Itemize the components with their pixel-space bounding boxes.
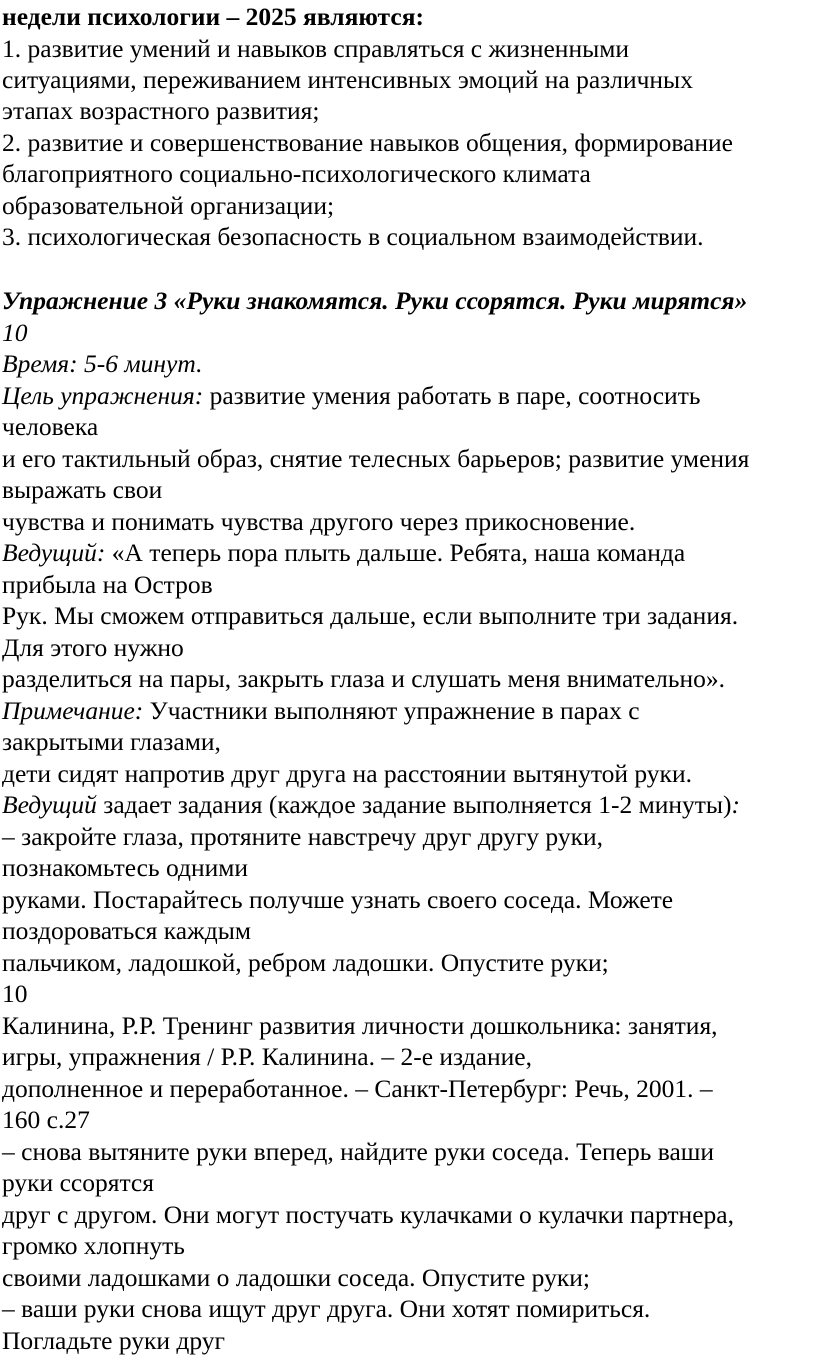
text-line [2, 221, 704, 252]
text-line [2, 1325, 225, 1356]
text-line [2, 978, 28, 1009]
text-segment: разделиться на пары, закрыть глаза и слушать меня внимательно». [2, 664, 726, 693]
text-segment: 3. психологическая безопасность в социальном взаимодействии. [2, 222, 704, 251]
text-segment: задает задания (каждое задание выполняется 1-2 минуты) [96, 790, 732, 819]
text-line [2, 600, 738, 631]
text-segment: Упражнение 3 «Руки знакомятся. Руки ссорятся. Руки мирятся» [2, 286, 748, 315]
text-segment: образовательной организации; [2, 191, 335, 220]
text-line [2, 758, 692, 789]
text-line [2, 915, 251, 946]
text-segment: Время: 5-6 минут. [2, 349, 203, 378]
text-line [2, 1, 424, 32]
text-segment: чувства и понимать чувства другого через прикосновение. [2, 507, 636, 536]
text-line [2, 569, 213, 600]
text-line [2, 1293, 650, 1324]
text-segment: Цель упражнения: [2, 381, 204, 410]
text-segment: прибыла на Остров [2, 570, 213, 599]
text-segment: развитие умения работать в паре, соотносить [203, 381, 701, 410]
text-segment: своими ладошками о ладошки соседа. Опустите руки; [2, 1263, 590, 1292]
text-line [2, 190, 334, 221]
text-line [2, 789, 740, 820]
text-line [2, 632, 184, 663]
text-segment: Участники выполняют упражнение в парах с [143, 696, 640, 725]
text-segment: 2. развитие и совершенствование навыков общения, формирование [2, 128, 733, 157]
text-line [2, 884, 673, 915]
text-line [2, 695, 640, 726]
text-segment: Рук. Мы сможем отправиться дальше, если выполните три задания. [2, 601, 739, 630]
text-line [2, 506, 635, 537]
text-line [2, 348, 202, 379]
text-line [2, 852, 248, 883]
text-line [2, 1136, 714, 1167]
text-segment: игры, упражнения / Р.Р. Калинина. – 2-е издание, [2, 1042, 532, 1071]
text-line [2, 474, 162, 505]
text-segment: : [731, 790, 741, 819]
text-line [2, 380, 700, 411]
text-line [2, 726, 221, 757]
text-segment: руками. Постарайтесь получше узнать своего соседа. Можете [2, 885, 674, 914]
text-segment: благоприятного социально-психологического климата [2, 159, 591, 188]
text-line [2, 1230, 185, 1261]
text-segment: человека [2, 412, 99, 441]
text-line [2, 317, 28, 348]
text-line [2, 947, 609, 978]
text-line [2, 537, 685, 568]
text-segment: и его тактильный образ, снятие телесных барьеров; развитие умения [2, 444, 750, 473]
text-segment: Для этого нужно [2, 633, 184, 662]
text-line [2, 663, 725, 694]
text-segment: Калинина, Р.Р. Тренинг развития личности дошкольника: занятия, [2, 1011, 718, 1040]
text-line [2, 95, 319, 126]
text-segment: Погладьте руки друг [2, 1326, 226, 1355]
text-line [2, 1199, 734, 1230]
text-segment: 10 [2, 318, 28, 347]
text-segment: пальчиком, ладошкой, ребром ладошки. Опустите руки; [2, 948, 609, 977]
text-segment: руки ссорятся [2, 1168, 154, 1197]
text-line [2, 64, 693, 95]
text-segment: Ведущий [2, 790, 97, 819]
text-segment: 1. развитие умений и навыков справляться с жизненными [2, 34, 630, 63]
text-segment: 160 с.27 [2, 1105, 90, 1134]
text-segment: выражать свои [2, 475, 163, 504]
text-segment: громко хлопнуть [2, 1231, 185, 1260]
text-line [2, 1041, 532, 1072]
text-line [2, 821, 603, 852]
text-segment: «А теперь пора плыть дальше. Ребята, наша команда [105, 538, 686, 567]
text-line [2, 1010, 718, 1041]
text-segment: – снова вытяните руки вперед, найдите руки соседа. Теперь ваши [2, 1137, 715, 1166]
text-segment: дополненное и переработанное. – Санкт-Петербург: Речь, 2001. – [2, 1074, 713, 1103]
text-line [2, 285, 747, 316]
text-segment: познакомьтесь одними [2, 853, 249, 882]
text-segment: этапах возрастного развития; [2, 96, 320, 125]
text-line [2, 158, 591, 189]
text-line [2, 1167, 154, 1198]
text-segment: дети сидят напротив друг друга на расстоянии вытянутой руки. [2, 759, 692, 788]
text-line [2, 411, 98, 442]
text-segment: друг с другом. Они могут постучать кулачками о кулачки партнера, [2, 1200, 734, 1229]
text-segment: закрытыми глазами, [2, 727, 221, 756]
text-segment: Ведущий: [2, 538, 106, 567]
text-segment: 10 [2, 979, 28, 1008]
text-line [2, 1073, 713, 1104]
text-line [2, 443, 749, 474]
text-segment: ситуациями, переживанием интенсивных эмоций на различных [2, 65, 693, 94]
text-line [2, 127, 733, 158]
text-line [2, 1262, 590, 1293]
text-segment: недели психологии – 2025 являются: [2, 2, 424, 31]
text-segment: – ваши руки снова ищут друг друга. Они хотят помириться. [2, 1294, 651, 1323]
text-line [2, 33, 629, 64]
text-segment: Примечание: [2, 696, 144, 725]
text-line [2, 1104, 90, 1135]
text-segment: – закройте глаза, протяните навстречу друг другу руки, [2, 822, 603, 851]
text-segment: поздороваться каждым [2, 916, 251, 945]
